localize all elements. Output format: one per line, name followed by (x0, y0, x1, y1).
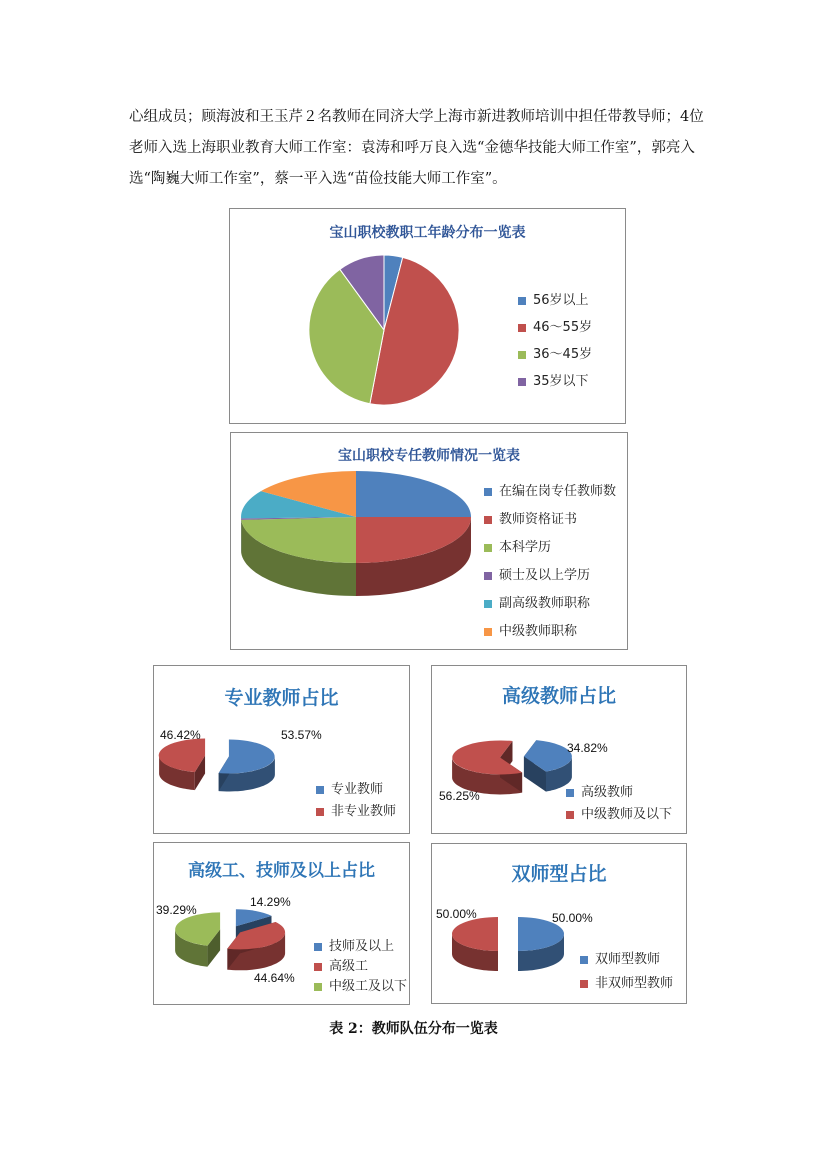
legend-label: 教师资格证书 (499, 512, 578, 527)
legend-swatch (580, 980, 588, 988)
figure-caption: 表 2：教师队伍分布一览表 (329, 1021, 498, 1037)
fulltime-legend (484, 478, 616, 646)
age-distribution-chart (229, 208, 626, 424)
chart-title: 宝山职校专任教师情况一览表 (338, 448, 520, 464)
legend-label: 在编在岗专任教师数 (499, 484, 617, 499)
data-label: 53.57% (281, 728, 322, 742)
chart-title: 高级教师占比 (501, 685, 616, 707)
legend-item (316, 779, 396, 801)
legend-label: 中级工及以下 (329, 979, 408, 994)
legend-swatch (316, 786, 324, 794)
legend-swatch (484, 516, 492, 524)
legend-item (484, 562, 616, 590)
legend-swatch (518, 324, 526, 332)
chart-title: 高级工、技师及以上占比 (188, 861, 375, 881)
legend-label: 专业教师 (331, 782, 384, 797)
legend-swatch (566, 789, 574, 797)
legend-swatch (566, 811, 574, 819)
legend-swatch (518, 378, 526, 386)
legend-label: 双师型教师 (595, 952, 661, 967)
dual-legend (580, 948, 673, 996)
legend-item (518, 368, 592, 395)
legend-item (580, 972, 673, 996)
legend-label: 中级教师职称 (499, 624, 578, 639)
legend-item (518, 341, 592, 368)
legend-item (316, 801, 396, 823)
data-label: 56.25% (439, 789, 480, 803)
age-legend (518, 287, 592, 395)
legend-swatch (484, 488, 492, 496)
data-label: 34.82% (567, 741, 608, 755)
technician-chart (153, 842, 410, 1005)
legend-label: 中级教师及以下 (581, 807, 673, 822)
pie-slice (356, 471, 471, 517)
legend-swatch (518, 297, 526, 305)
legend-swatch (314, 983, 322, 991)
legend-label: 高级工 (329, 959, 369, 974)
legend-item (314, 977, 407, 997)
legend-item (566, 782, 672, 804)
legend-label: 非双师型教师 (595, 976, 674, 991)
paragraph-line: 心组成员；顾海波和王玉芹２名教师在同济大学上海市新进教师培训中担任带教导师；4位 (129, 109, 704, 125)
dual-teacher-chart (431, 843, 687, 1004)
fulltime-teacher-chart (230, 432, 628, 650)
legend-swatch (518, 351, 526, 359)
legend-swatch (314, 963, 322, 971)
data-label: 14.29% (250, 895, 291, 909)
legend-swatch (484, 544, 492, 552)
legend-swatch (580, 956, 588, 964)
legend-item (484, 618, 616, 646)
legend-item (484, 478, 616, 506)
legend-label: 副高级教师职称 (499, 596, 591, 611)
legend-item (484, 590, 616, 618)
legend-label: 高级教师 (581, 785, 634, 800)
legend-label: 35岁以下 (533, 374, 589, 389)
technician-legend (314, 937, 407, 997)
paragraph-line: 老师入选上海职业教育大师工作室：袁涛和呼万良入选“金德华技能大师工作室”，郭亮入 (129, 140, 695, 156)
data-label: 44.64% (254, 971, 295, 985)
legend-label: 非专业教师 (331, 804, 397, 819)
legend-item (484, 534, 616, 562)
chart-title: 宝山职校教职工年龄分布一览表 (329, 225, 526, 241)
chart-title: 专业教师占比 (224, 687, 339, 709)
senior-legend (566, 782, 672, 826)
legend-swatch (484, 628, 492, 636)
legend-item (566, 804, 672, 826)
legend-swatch (314, 943, 322, 951)
data-label: 50.00% (552, 911, 593, 925)
data-label: 50.00% (436, 907, 477, 921)
legend-item (314, 937, 407, 957)
legend-item (314, 957, 407, 977)
chart-title: 双师型占比 (511, 863, 607, 885)
paragraph-line: 选“陶巍大师工作室”，蔡一平入选“苗俭技能大师工作室”。 (129, 171, 507, 187)
legend-label: 本科学历 (499, 540, 552, 555)
legend-item (484, 506, 616, 534)
legend-label: 技师及以上 (329, 939, 395, 954)
legend-label: 46～55岁 (533, 320, 593, 335)
legend-item (580, 948, 673, 972)
legend-item (518, 314, 592, 341)
legend-swatch (316, 808, 324, 816)
senior-teacher-chart (431, 665, 687, 834)
professional-legend (316, 779, 396, 823)
legend-label: 硕士及以上学历 (499, 568, 591, 583)
legend-item (518, 287, 592, 314)
body-paragraph (129, 102, 709, 195)
legend-swatch (484, 572, 492, 580)
data-label: 39.29% (156, 903, 197, 917)
legend-label: 56岁以上 (533, 293, 589, 308)
legend-label: 36～45岁 (533, 347, 593, 362)
professional-teacher-chart (153, 665, 410, 834)
data-label: 46.42% (160, 728, 201, 742)
legend-swatch (484, 600, 492, 608)
